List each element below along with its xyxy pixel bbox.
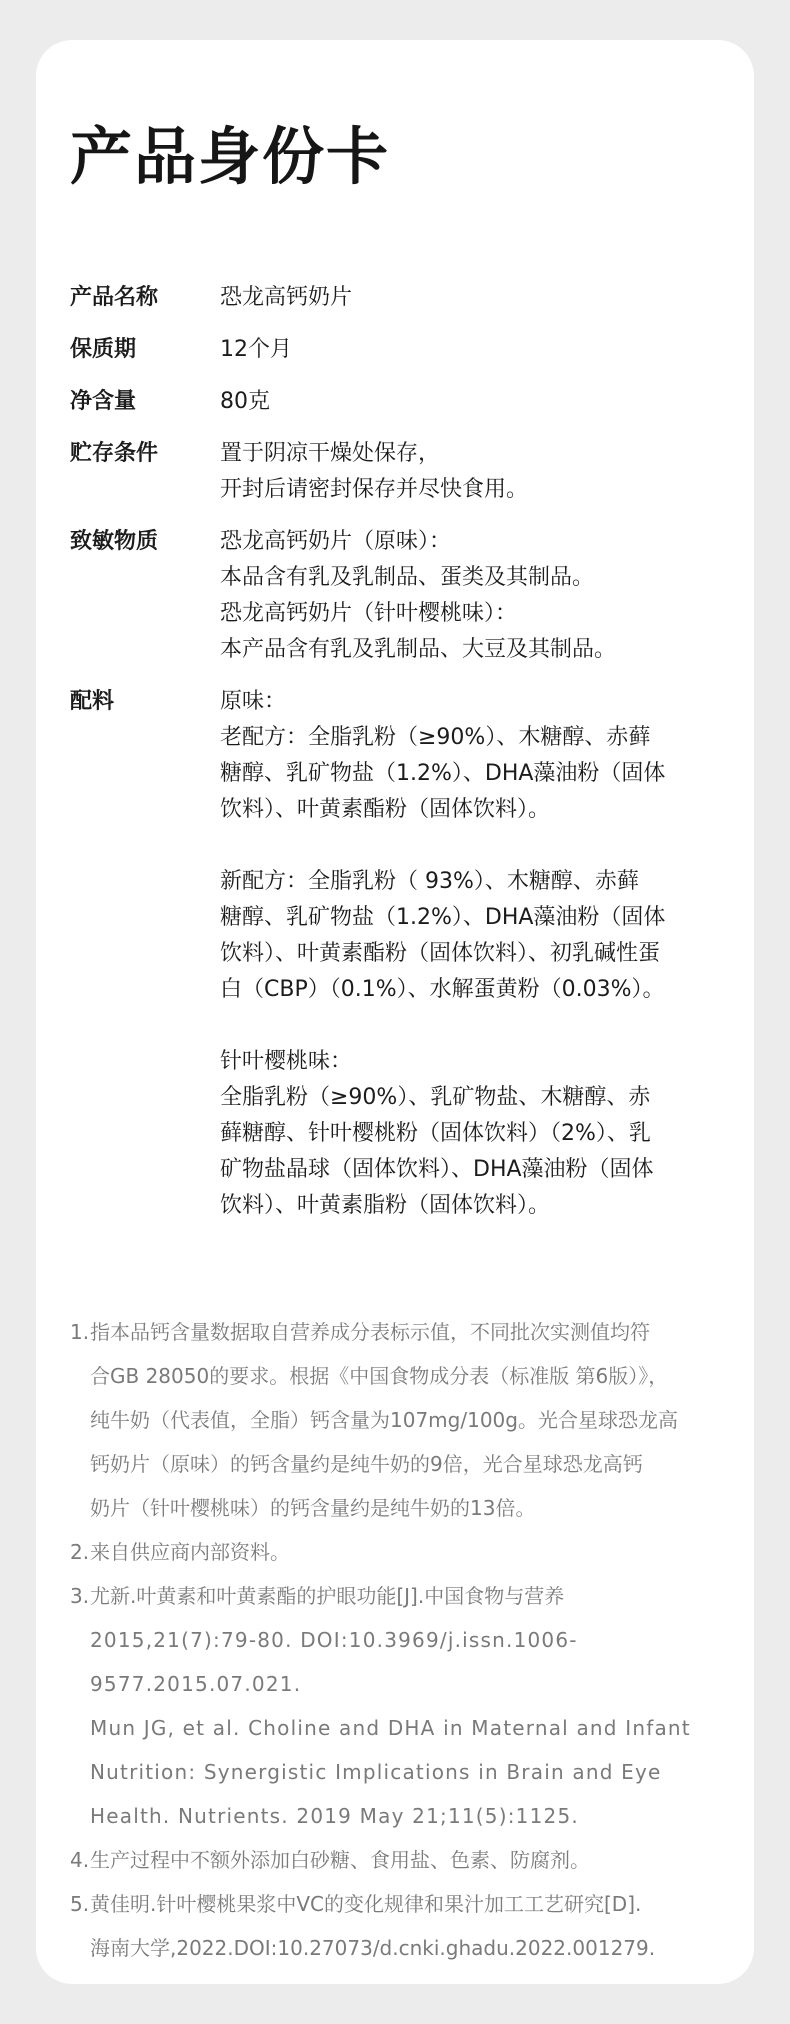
info-value-line: 老配方：全脂乳粉（≥90%）、木糖醇、赤藓	[220, 725, 651, 750]
info-value-line: 本产品含有乳及乳制品、大豆及其制品。	[220, 637, 617, 662]
info-value-line: 全脂乳粉（≥90%）、乳矿物盐、木糖醇、赤	[220, 1085, 651, 1110]
footnote-1	[70, 1310, 720, 1530]
footnote-3	[70, 1574, 720, 1838]
footnote-line: Nutrition: Synergistic Implications in Brain and Eye	[90, 1760, 662, 1784]
info-value-line: 藓糖醇、针叶樱桃粉（固体饮料）（2%）、乳	[220, 1121, 651, 1146]
footnote-line: 来自供应商内部资料。	[90, 1540, 290, 1564]
footnote-line: 海南大学,2022.DOI:10.27073/d.cnki.ghadu.2022.001279.	[90, 1936, 656, 1960]
paragraph-gap	[220, 828, 740, 864]
footnote-2	[70, 1530, 720, 1574]
page-title: 产品身份卡	[70, 120, 391, 193]
info-value-line: 糖醇、乳矿物盐（1.2%）、DHA藻油粉（固体	[220, 761, 666, 786]
footnote-line: 奶片（针叶樱桃味）的钙含量约是纯牛奶的13倍。	[90, 1496, 536, 1520]
info-value	[220, 384, 740, 420]
footnote-5	[70, 1882, 720, 1970]
info-value	[220, 684, 740, 1224]
footnote-line: 指本品钙含量数据取自营养成分表标示值，不同批次实测值均符	[90, 1320, 650, 1344]
info-row-storage	[70, 436, 740, 508]
footnote-number: 5.	[70, 1892, 90, 1916]
info-value-line: 原味：	[220, 689, 287, 714]
info-value	[220, 332, 740, 368]
info-value	[220, 436, 740, 508]
footnote-line: 生产过程中不额外添加白砂糖、食用盐、色素、防腐剂。	[90, 1848, 590, 1872]
info-value-line: 恐龙高钙奶片（原味）：	[220, 529, 452, 554]
footnote-line: 钙奶片（原味）的钙含量约是纯牛奶的9倍，光合星球恐龙高钙	[90, 1452, 643, 1476]
info-label: 产品名称	[70, 285, 159, 310]
info-label: 贮存条件	[70, 441, 159, 466]
footnote-line: Health. Nutrients. 2019 May 21;11(5):1125.	[90, 1804, 579, 1828]
info-value-line: 开封后请密封保存并尽快食用。	[220, 477, 529, 502]
info-label: 致敏物质	[70, 529, 159, 554]
paragraph-gap	[220, 1008, 740, 1044]
product-id-card	[36, 40, 754, 1984]
info-value-line: 饮料）、叶黄素脂粉（固体饮料）。	[220, 1193, 551, 1218]
info-label: 保质期	[70, 337, 137, 362]
footnotes	[70, 1310, 720, 1970]
info-value-line: 饮料）、叶黄素酯粉（固体饮料）。	[220, 797, 551, 822]
info-value-line: 针叶樱桃味：	[220, 1049, 353, 1074]
info-row-ingredients	[70, 684, 740, 1224]
info-value-line: 新配方：全脂乳粉（ 93%）、木糖醇、赤藓	[220, 869, 639, 894]
info-value-line: 12个月	[220, 337, 292, 362]
footnote-text	[90, 1530, 720, 1574]
info-value-line: 恐龙高钙奶片	[220, 285, 353, 310]
footnote-number: 1.	[70, 1320, 90, 1344]
footnote-line: Mun JG, et al. Choline and DHA in Maternal and Infant	[90, 1716, 691, 1740]
info-value-line: 恐龙高钙奶片（针叶樱桃味）：	[220, 601, 518, 626]
info-value-line: 置于阴凉干燥处保存，	[220, 441, 441, 466]
info-value	[220, 524, 740, 668]
info-value-line: 矿物盐晶球（固体饮料）、DHA藻油粉（固体	[220, 1157, 654, 1182]
footnote-line: 尤新.叶黄素和叶黄素酯的护眼功能[J].中国食物与营养	[90, 1584, 565, 1608]
footnote-text	[90, 1838, 720, 1882]
footnote-number: 4.	[70, 1848, 90, 1872]
info-value	[220, 280, 740, 316]
footnote-text	[90, 1574, 720, 1838]
info-row-name	[70, 280, 740, 316]
info-value-line: 本品含有乳及乳制品、蛋类及其制品。	[220, 565, 595, 590]
footnote-line: 2015,21(7):79-80. DOI:10.3969/j.issn.1006-9577.2015.07.021.	[90, 1628, 578, 1696]
info-value-line: 白（CBP）（0.1%）、水解蛋黄粉（0.03%）。	[220, 977, 665, 1002]
info-value-line: 糖醇、乳矿物盐（1.2%）、DHA藻油粉（固体	[220, 905, 666, 930]
info-value-line: 80克	[220, 389, 270, 414]
info-label: 配料	[70, 689, 115, 714]
info-label: 净含量	[70, 389, 137, 414]
product-info-table	[70, 280, 740, 1240]
info-value-line: 饮料）、叶黄素酯粉（固体饮料）、初乳碱性蛋	[220, 941, 661, 966]
footnote-number: 2.	[70, 1540, 90, 1564]
info-row-net-content	[70, 384, 740, 420]
footnote-4	[70, 1838, 720, 1882]
footnote-line: 合GB 28050的要求。根据《中国食物成分表（标准版 第6版）》，	[90, 1364, 669, 1388]
info-row-shelf-life	[70, 332, 740, 368]
footnote-line: 黄佳明.针叶樱桃果浆中VC的变化规律和果汁加工工艺研究[D].	[90, 1892, 642, 1916]
footnote-text	[90, 1310, 720, 1530]
info-row-allergens	[70, 524, 740, 668]
footnote-text	[90, 1882, 720, 1970]
footnote-number: 3.	[70, 1584, 90, 1608]
footnote-line: 纯牛奶（代表值，全脂）钙含量为107mg/100g。光合星球恐龙高	[90, 1408, 678, 1432]
